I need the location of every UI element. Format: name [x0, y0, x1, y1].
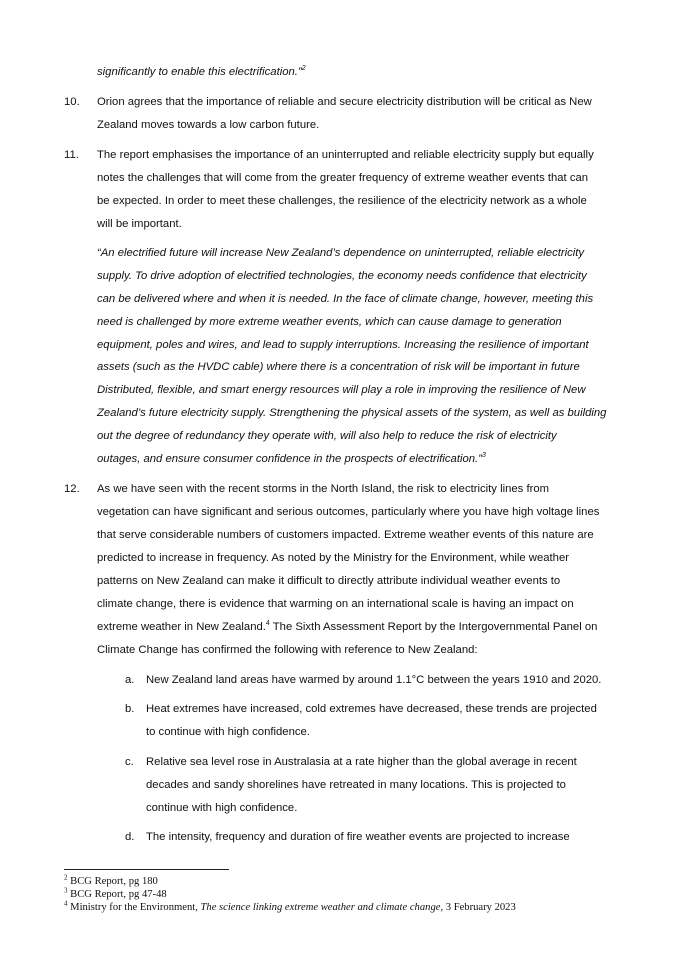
footnote-mark: 3 — [64, 886, 68, 895]
footnote-text: Ministry for the Environment, — [67, 902, 201, 913]
footnote-date: 3 February 2023 — [443, 902, 516, 913]
list-item-letter: b. — [125, 703, 135, 715]
paragraph-10-number: 10. — [64, 96, 80, 108]
footnote-text: BCG Report, pg 47-48 — [67, 889, 167, 900]
block-quote-line: Zealand’s future electricity supply. Strengthening the physical assets of the system, as well as building — [97, 407, 607, 419]
paragraph-11-line: be expected. In order to meet these challenges, the resilience of the electricity network as a whole — [97, 195, 587, 207]
block-quote-last-line-text: outages, and ensure consumer confidence in the prospects of electrification.” — [97, 453, 482, 465]
quote-continuation — [97, 65, 306, 80]
list-item-line: decades and sandy shorelines have retreated in many locations. This is projected to — [146, 779, 566, 791]
paragraph-12-line: vegetation can have significant and serious outcomes, particularly where you have high voltage lines — [97, 506, 600, 518]
list-item-line: The intensity, frequency and duration of fire weather events are projected to increase — [146, 831, 570, 843]
paragraph-12-line: that serve considerable numbers of customers impacted. Extreme weather events of this nature are — [97, 529, 594, 541]
paragraph-12-line: As we have seen with the recent storms in the North Island, the risk to electricity lines from — [97, 483, 550, 495]
list-item-letter: c. — [125, 756, 134, 768]
footnote-mark: 4 — [64, 899, 68, 908]
paragraph-12-line-text: extreme weather in New Zealand. — [97, 621, 266, 633]
footnote-mark: 2 — [64, 873, 68, 882]
footnote-text: BCG Report, pg 180 — [67, 876, 158, 887]
block-quote-line: out the degree of redundancy they operate with, will also help to reduce the risk of electricity — [97, 430, 557, 442]
paragraph-11-line: The report emphasises the importance of an uninterrupted and reliable electricity supply but equally — [97, 149, 594, 161]
footnote-ref-2[interactable]: 2 — [301, 65, 306, 73]
list-item-letter: d. — [125, 831, 135, 843]
paragraph-12-number: 12. — [64, 483, 80, 495]
list-item-line: Heat extremes have increased, cold extremes have decreased, these trends are projected — [146, 703, 597, 715]
block-quote-line: need is challenged by more extreme weather events, which can cause damage to generation — [97, 316, 562, 328]
block-quote-line: can be delivered where and when it is needed. In the face of climate change, however, meeting this — [97, 293, 594, 305]
list-item-line: Relative sea level rose in Australasia at a rate higher than the global average in recent — [146, 756, 577, 768]
footnote-3 — [64, 886, 167, 901]
quote-continuation-text: significantly to enable this electrification.” — [97, 66, 302, 78]
paragraph-10-line: Orion agrees that the importance of reliable and secure electricity distribution will be critical as New — [97, 96, 592, 108]
paragraph-12-line: patterns on New Zealand can make it difficult to directly attribute individual weather events to — [97, 575, 561, 587]
paragraph-12-line: climate change, there is evidence that warming on an international scale is having an impact on — [97, 598, 574, 610]
footnote-4 — [64, 899, 516, 914]
paragraph-12-line-text: The Sixth Assessment Report by the Intergovernmental Panel on — [269, 621, 598, 633]
list-item-line: New Zealand land areas have warmed by around 1.1°C between the years 1910 and 2020. — [146, 674, 602, 686]
block-quote-last-line — [97, 452, 486, 467]
paragraph-10-line: Zealand moves towards a low carbon future. — [97, 119, 320, 131]
footnote-ref-3[interactable]: 3 — [481, 452, 486, 460]
list-item-line: continue with high confidence. — [146, 802, 298, 814]
paragraph-11-line: notes the challenges that will come from the greater frequency of extreme weather events that can — [97, 172, 589, 184]
list-item-letter: a. — [125, 674, 135, 686]
block-quote-line: assets (such as the HVDC cable) where there is a concentration of risk will be important in future — [97, 361, 580, 373]
paragraph-12-line: predicted to increase in frequency. As noted by the Ministry for the Environment, while weather — [97, 552, 569, 564]
block-quote-line: “An electrified future will increase New Zealand’s dependence on uninterrupted, reliable electricity — [97, 247, 585, 259]
footnote-separator — [64, 869, 229, 870]
footnote-ref-4[interactable]: 4 — [265, 620, 270, 628]
paragraph-12-line: Climate Change has confirmed the following with reference to New Zealand: — [97, 644, 478, 656]
paragraph-11-number: 11. — [64, 149, 79, 161]
block-quote-line: supply. To drive adoption of electrified technologies, the economy needs confidence that electricity — [97, 270, 587, 282]
paragraph-12-line — [97, 620, 597, 635]
paragraph-11-line: will be important. — [97, 218, 182, 230]
block-quote-line: Distributed, flexible, and smart energy resources will play a role in improving the resilience of New — [97, 384, 586, 396]
block-quote-line: equipment, poles and wires, and lead to supply interruptions. Increasing the resilience of important — [97, 339, 589, 351]
footnote-source-title[interactable]: The science linking extreme weather and climate change, — [200, 902, 444, 913]
list-item-line: to continue with high confidence. — [146, 726, 310, 738]
footnote-2 — [64, 873, 158, 888]
